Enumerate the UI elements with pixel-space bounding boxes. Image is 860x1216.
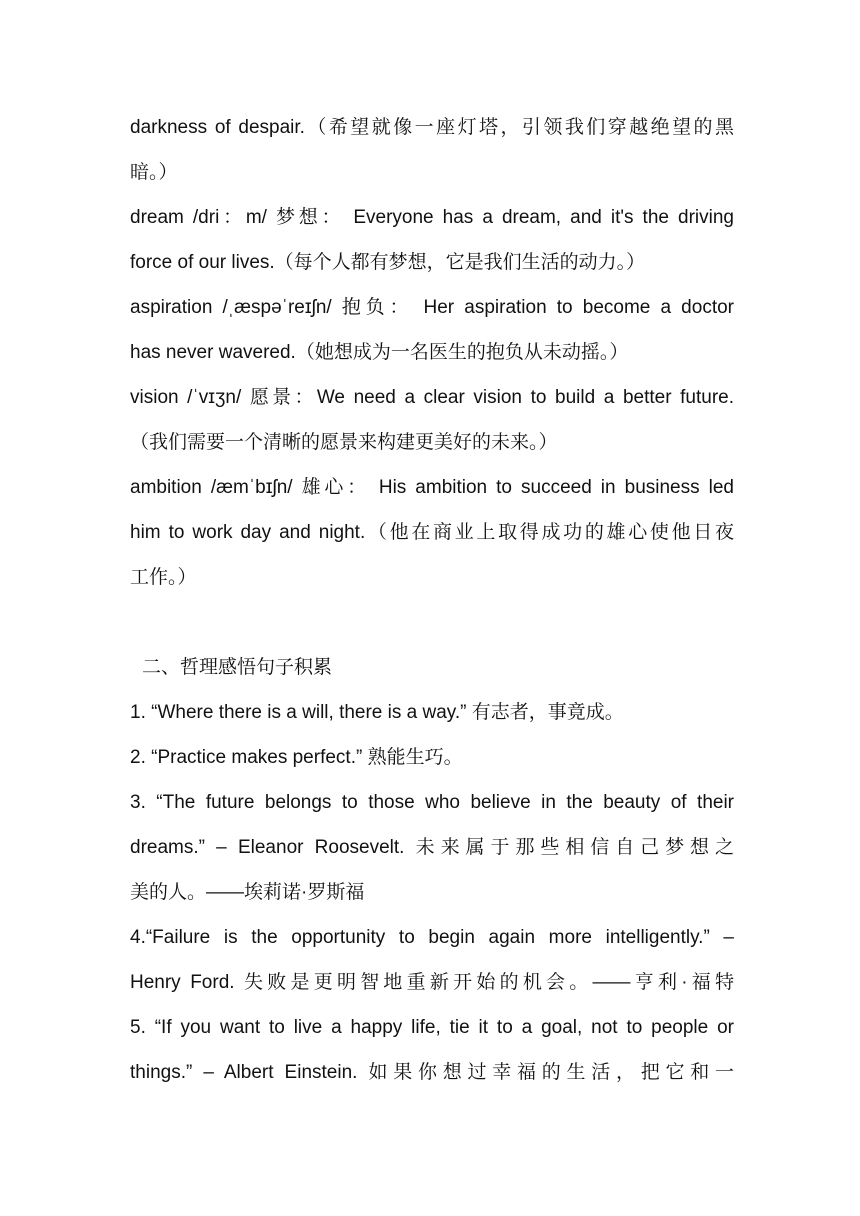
section-heading: 二、哲理感悟句子积累 [142,657,333,678]
vocab-line-9: ambition /æmˈbɪʃn/ 雄心： His ambition to succeed in business led [130,477,734,498]
vocab-line-6: has never wavered.（她想成为一名医生的抱负从未动摇。） [130,342,629,363]
vocab-line-4: force of our lives.（每个人都有梦想，它是我们生活的动力。） [130,252,646,273]
vocab-line-11: 工作。） [130,567,197,588]
sentence-line-3: 3. “The future belongs to those who believe in the beauty of their [130,792,734,813]
sentence-line-9: things.” – Albert Einstein. 如果你想过幸福的生活，把它和一 [130,1062,734,1083]
vocab-line-10: him to work day and night.（他在商业上取得成功的雄心使他日夜 [130,522,734,543]
sentence-line-2: 2. “Practice makes perfect.” 熟能生巧。 [130,747,463,768]
paragraph-spacer [130,600,734,645]
sentence-line-7: Henry Ford. 失败是更明智地重新开始的机会。——亨利·福特 [130,972,734,993]
sentence-line-4: dreams.” – Eleanor Roosevelt. 未来属于那些相信自己梦想之 [130,837,734,858]
sentence-line-5: 美的人。——埃莉诺·罗斯福 [130,882,365,903]
vocab-line-1: darkness of despair.（希望就像一座灯塔，引领我们穿越绝望的黑 [130,117,734,138]
document-body [130,105,734,1095]
sentence-line-8: 5. “If you want to live a happy life, tie it to a goal, not to people or [130,1017,734,1038]
vocab-line-5: aspiration /ˌæspəˈreɪʃn/ 抱负： Her aspiration to become a doctor [130,297,734,318]
vocab-line-2: 暗。） [130,162,178,183]
sentence-line-1: 1. “Where there is a will, there is a way.” 有志者，事竟成。 [130,702,624,723]
vocab-line-8: （我们需要一个清晰的愿景来构建更美好的未来。） [130,432,558,453]
vocab-line-7: vision /ˈvɪʒn/ 愿景：We need a clear vision to build a better future. [130,387,734,408]
vocab-line-3: dream /dri：m/ 梦想： Everyone has a dream, and it's the driving [130,207,734,228]
sentence-line-6: 4.“Failure is the opportunity to begin again more intelligently.” – [130,927,734,948]
